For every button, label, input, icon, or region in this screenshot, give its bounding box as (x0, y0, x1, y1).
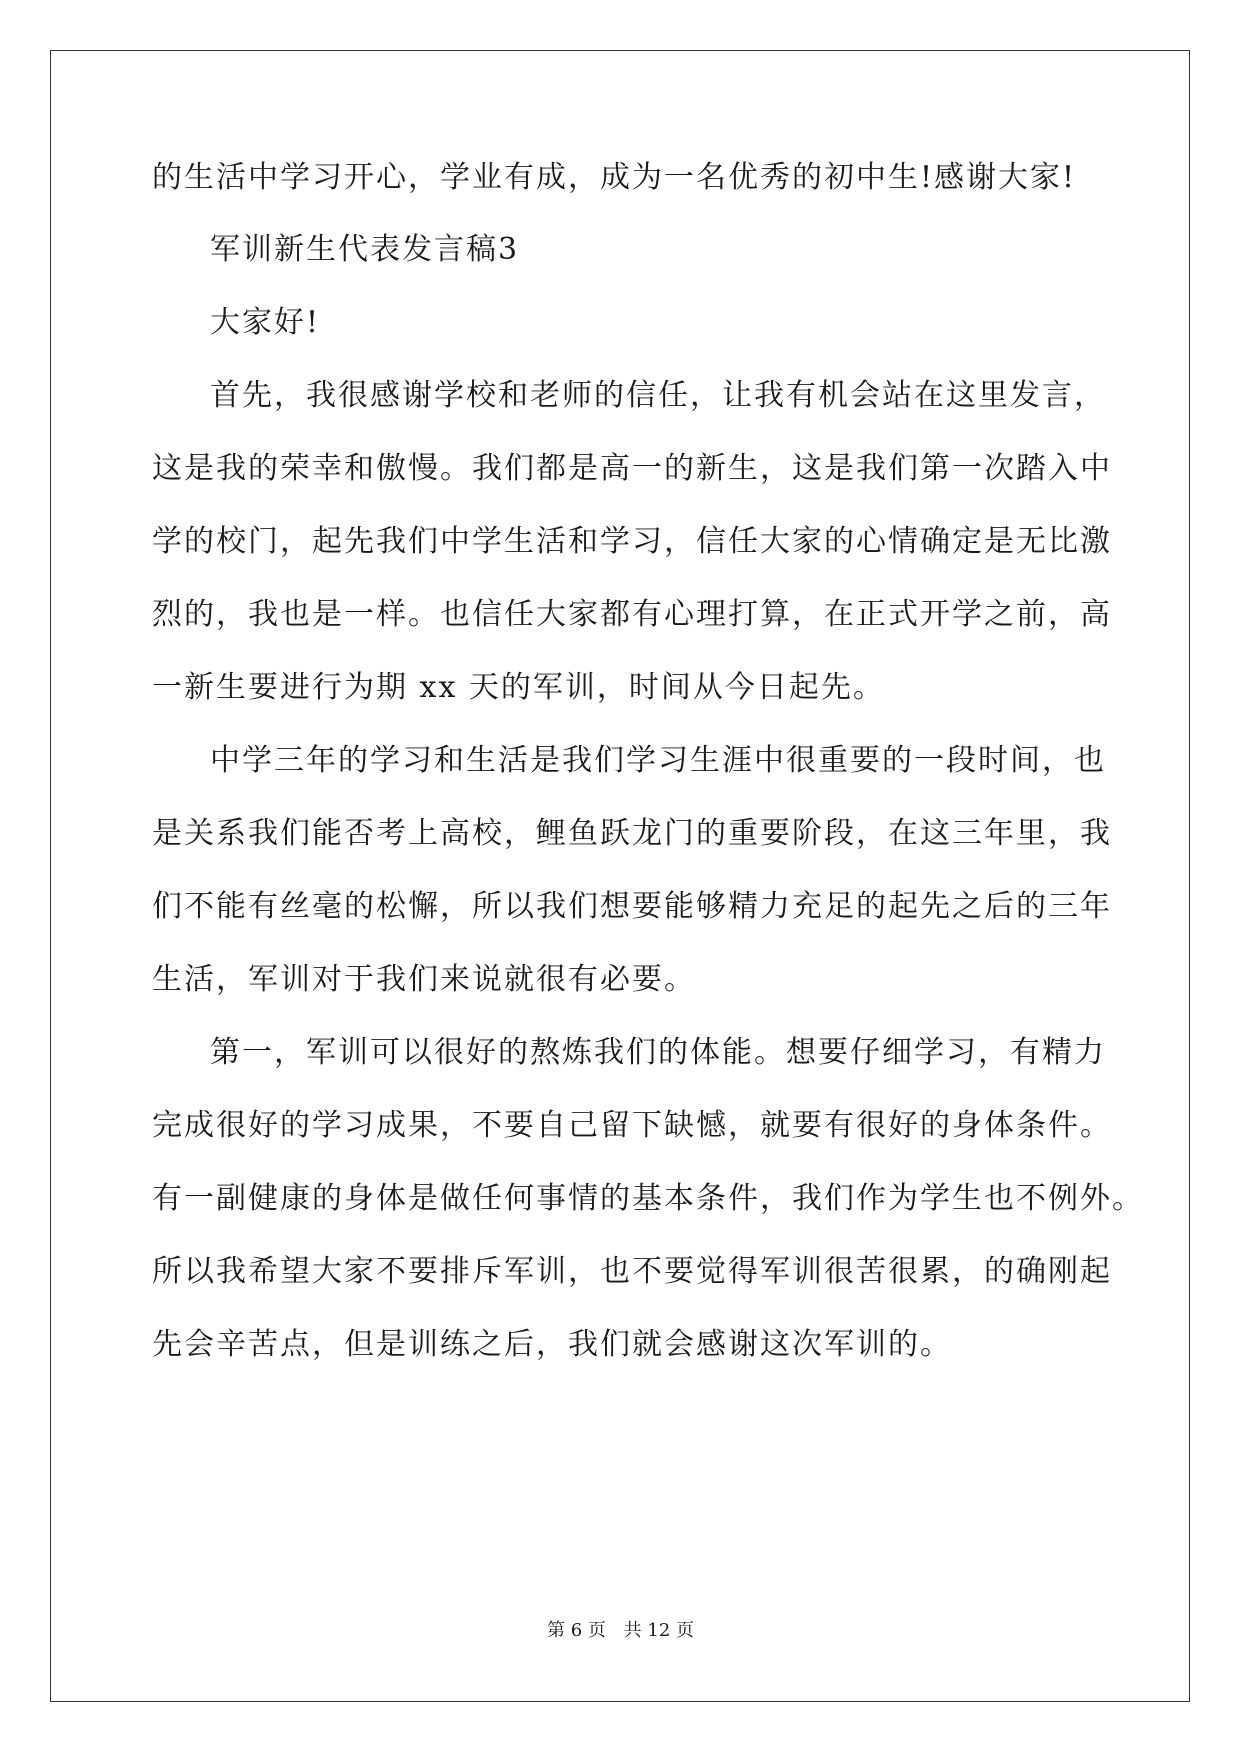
text-line: 学的校门，起先我们中学生活和学习，信任大家的心情确定是无比激 (152, 524, 1112, 559)
text-line: 们不能有丝毫的松懈，所以我们想要能够精力充足的起先之后的三年 (152, 889, 1112, 924)
page-total: 共 12 页 (623, 1620, 694, 1641)
text-line: 首先，我很感谢学校和老师的信任，让我有机会站在这里发言， (210, 378, 1106, 413)
greeting: 大家好! (210, 305, 321, 340)
text-line: 生活，军训对于我们来说就很有必要。 (152, 962, 696, 997)
text-line: 所以我希望大家不要排斥军训，也不要觉得军训很苦很累，的确刚起 (152, 1254, 1112, 1289)
section-heading: 军训新生代表发言稿3 (210, 232, 520, 267)
text-line: 完成很好的学习成果，不要自己留下缺憾，就要有很好的身体条件。 (152, 1108, 1112, 1143)
text-line: 这是我的荣幸和傲慢。我们都是高一的新生，这是我们第一次踏入中 (152, 451, 1112, 486)
page-border (50, 50, 1190, 1702)
text-line: 先会辛苦点，但是训练之后，我们就会感谢这次军训的。 (152, 1327, 952, 1362)
text-line: 中学三年的学习和生活是我们学习生涯中很重要的一段时间，也 (210, 743, 1106, 778)
text-line: 第一，军训可以很好的熬炼我们的体能。想要仔细学习，有精力 (210, 1035, 1106, 1070)
page-number: 第 6 页 (547, 1620, 606, 1641)
text-line: 的生活中学习开心，学业有成，成为一名优秀的初中生!感谢大家! (152, 160, 1077, 195)
text-line: 是关系我们能否考上高校，鲤鱼跃龙门的重要阶段，在这三年里，我 (152, 816, 1112, 851)
text-line: 有一副健康的身体是做任何事情的基本条件，我们作为学生也不例外。 (152, 1181, 1144, 1216)
text-line: 烈的，我也是一样。也信任大家都有心理打算，在正式开学之前，高 (152, 597, 1112, 632)
text-line: 一新生要进行为期 xx 天的军训，时间从今日起先。 (152, 670, 885, 705)
page-footer (0, 1620, 1241, 1642)
